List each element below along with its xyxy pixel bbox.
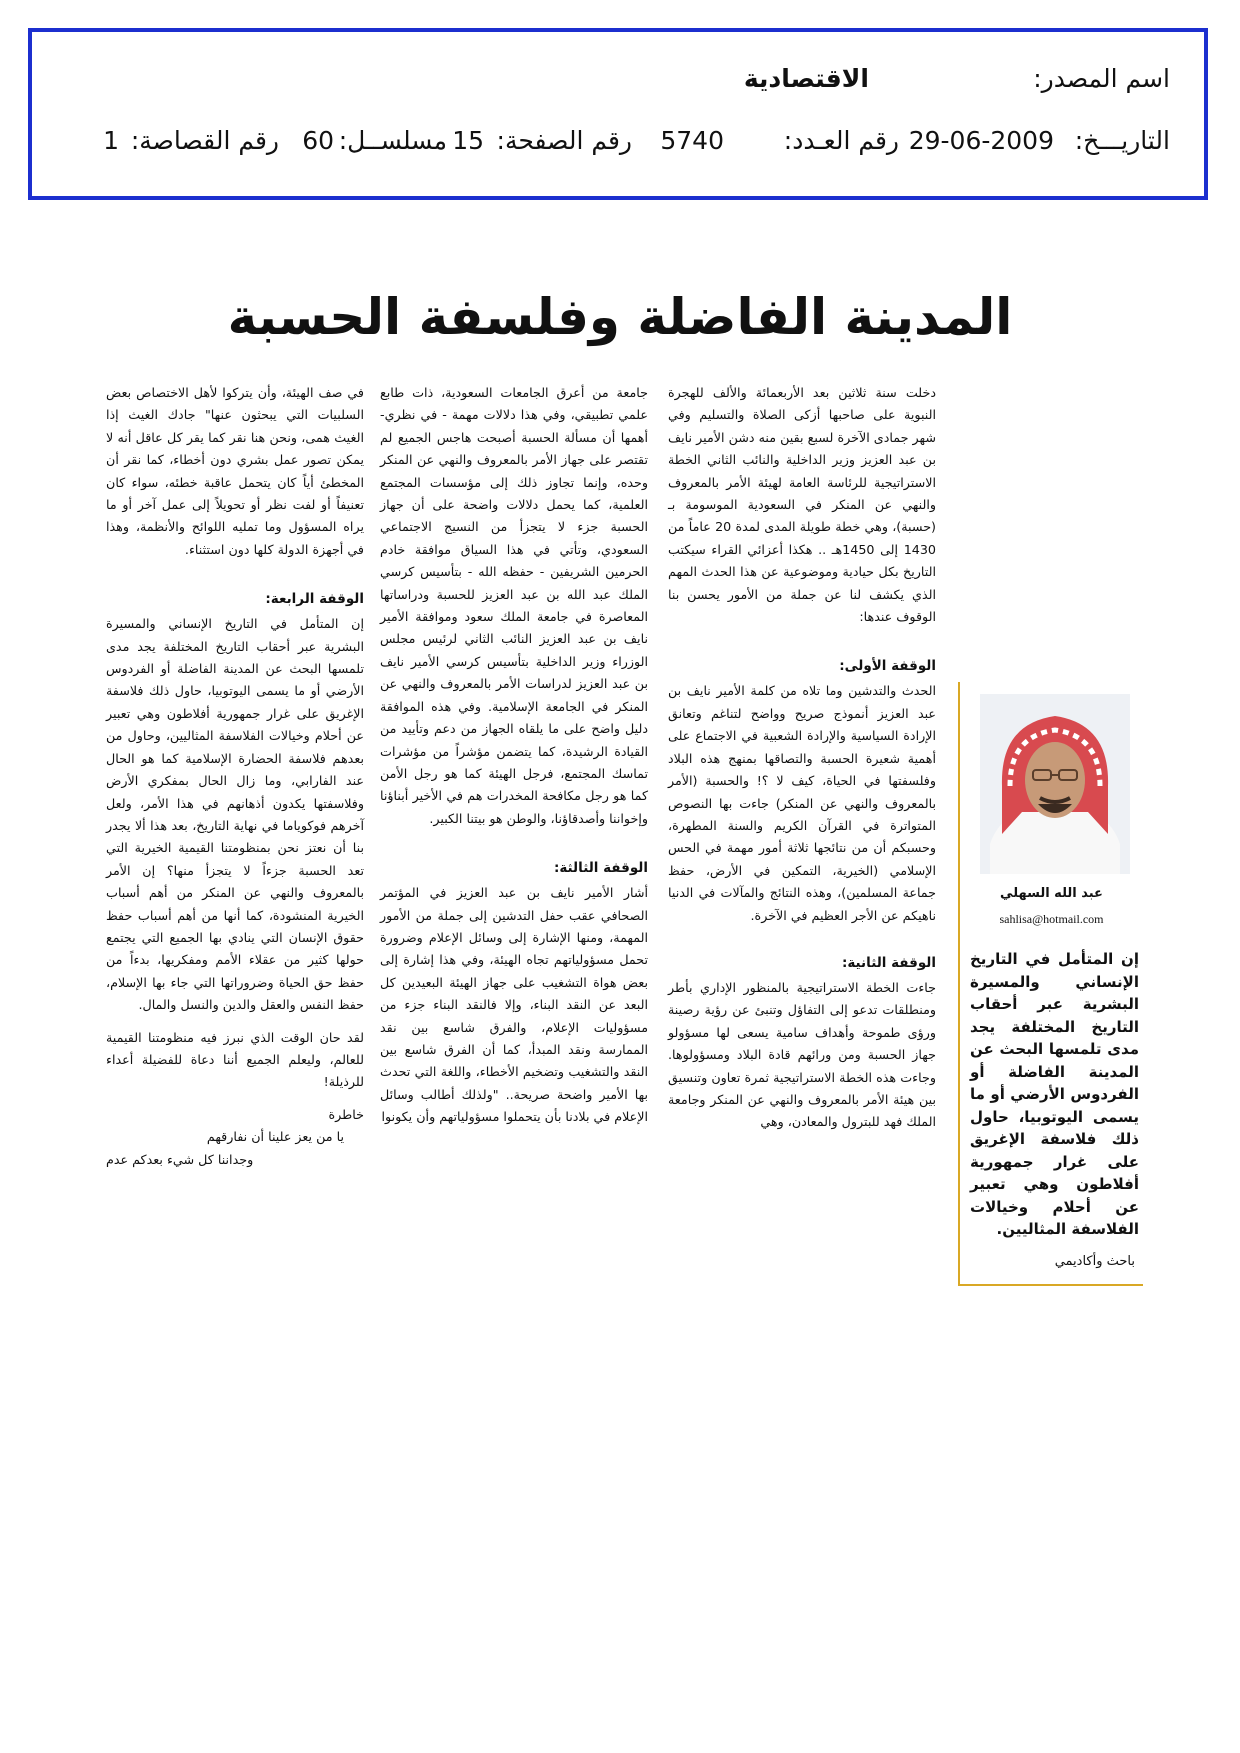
author-email: sahlisa@hotmail.com [999,912,1104,926]
paragraph: لقد حان الوقت الذي نبرز فيه منظومتنا القيمية للعالم، وليعلم الجميع أننا دعاة للفضيلة أعداء للرذيلة! [106,1029,364,1090]
clipping-metadata-box [28,28,1208,200]
section-heading: الوقفة الثانية: [841,954,936,971]
paragraph: دخلت سنة ثلاثين بعد الأربعمائة والألف للهجرة النبوية على صاحبها أزكى الصلاة والتسليم وفي شهر جمادى الآخرة لسبع بقين منه دشن الأمير نايف بن عبد العزيز وزير الداخلية والنائب الثاني الخطة الاستراتيجية للرئاسة العامة لهيئة الأمر بالمعروف والنهي عن المنكر في السعودية الموسومة بـ (حسبة)، وهي خطة طويلة المدى لمدة 20 عاماً من 1430 إلى 1450هـ .. هكذا أعزائي القراء سيكتب التاريخ بكل حيادية وموضوعية عن هذا الحدث المهم الذي يكشف لنا عن جملة من الأمور يحسن بنا الوقوف عندها: [668,385,936,625]
serial-value: 60 [302,126,334,155]
closing-label: خاطرة [328,1106,364,1122]
page-label: رقم الصفحة: [496,126,632,155]
date-label: التاريـــخ: [1074,126,1170,155]
section-heading: الوقفة الرابعة: [265,591,364,608]
date-value: 29-06-2009 [908,126,1054,155]
author-portrait-icon [980,694,1130,874]
verse-line: يا من يعز علينا أن نفارقهم [206,1129,344,1145]
paragraph: أشار الأمير نايف بن عبد العزيز في المؤتمر الصحافي عقب حفل التدشين إلى جملة من الأمور المهمة، ومنها الإشارة إلى وسائل الإعلام وضرورة تحمل مسؤولياتهم تجاه الهيئة، وفي هذا إشارة إلى بعض هواة التشغيب على جهاز الهيئة البعيدين كل البعد عن النقد البناء، وإلا فالنقد البناء جزء من مسؤوليات الإعلام، والفرق شاسع بين نقد الممارسة ونقد المبدأ، كما أن الفرق شاسع بين النقد والتشغيب وتضخيم الأخطاء، واللغة التي تحدث بها الأمير واضحة صريحة.. "ولذلك أطالب وسائل الإعلام في بلادنا بأن يتحملوا مسؤولياتهم وأن يكونوا [380,885,648,1125]
article-column-1 [668,382,936,1144]
author-pull-quote: إن المتأمل في التاريخ الإنساني والمسيرة البشرية عبر أحقاب التاريخ المختلفة يجد مدى تلمسها البحث عن المدينة الفاضلة أو الفردوس الأرضي أو ما يسمى اليوتوبيا، حاول ذلك فلاسفة الإغريق على غرار جمهورية أفلاطون وهي تعبير عن أحلام وخيالات الفلاسفة المثاليين. [970,950,1139,1238]
author-photo [980,694,1130,874]
serial-label: مسلســل: [338,126,447,155]
author-sidebar [958,682,1143,1286]
author-name: عبد الله السهلي [1000,886,1103,901]
article-column-3 [106,382,364,1171]
verse-line: وجداننا كل شيء بعدكم عدم [106,1151,254,1167]
author-title: باحث وأكاديمي [1054,1254,1135,1269]
clipping-value: 1 [103,126,119,155]
clipping-label: رقم القصاصة: [130,126,279,155]
article-title: المدينة الفاضلة وفلسفة الحسبة [227,288,1013,346]
section-heading: الوقفة الأولى: [839,658,936,675]
article-column-2 [380,382,648,1139]
page-value: 15 [452,126,484,155]
paragraph: جاءت الخطة الاستراتيجية بالمنظور الإداري بأطر ومنطلقات تدعو إلى التفاؤل وتنبئ عن رؤية رصينة ورؤى طموحة وأهداف سامية يسعى لها مسؤولو جهاز الحسبة ومن ورائهم قادة البلاد ومسؤولوها. وجاءت هذه الخطة الاستراتيجية ثمرة تعاون وتنسيق بين هيئة الأمر بالمعروف والنهي عن المنكر وجامعة الملك فهد للبترول والمعادن، وهي [668,979,936,1130]
source-value: الاقتصادية [743,64,869,93]
issue-label: رقم العـدد: [783,126,899,155]
section-heading: الوقفة الثالثة: [553,860,648,877]
paragraph: جامعة من أعرق الجامعات السعودية، ذات طابع علمي تطبيقي، وفي هذا دلالات مهمة - في نظري- أهمها أن مسألة الحسبة أصبحت هاجس الجميع لم تقتصر على جهاز الأمر بالمعروف والنهي عن المنكر وحده، وإنما تجاوز ذلك إلى مؤسسات المجتمع العلمية، كما يحمل دلالات واضحة على أن جهاز الحسبة جزء لا يتجزأ من النسيج الاجتماعي السعودي، وتأتي في هذا السياق موافقة خادم الحرمين الشريفين - حفظه الله - بتأسيس كرسي الملك عبد الله بن عبد العزيز للحسبة ودراساتها المعاصرة في جامعة الملك سعود وموافقة الأمير نايف بن عبد العزيز النائب الثاني لرئيس مجلس الوزراء وزير الداخلية بتأسيس كرسي الأمير نايف بن عبد العزيز لدراسات الأمر بالمعروف والنهي عن المنكر في الجامعة الإسلامية. وفي هذه الموافقة دليل واضح على ما يلقاه الجهاز من دعم وتأييد من القيادة الرشيدة، كما يتضمن مؤشراً من مؤشرات تماسك المجتمع، فرجل الهيئة كما هو رجل الأمن كما هو رجل مكافحة المخدرات هم في الأخير أبناؤنا وإخواننا وأصدقاؤنا، والوطن هو بيتنا الكبير. [380,385,648,826]
paragraph: في صف الهيئة، وأن يتركوا لأهل الاختصاص بعض السلبيات التي يبحثون عنها" جادك الغيث إذا الغيث همى، ونحن هنا نقر كما يقر كل عاقل أنه لا يمكن تصور عمل بشري دون أخطاء، كما نقر أن المخطئ أياً كان يتحمل عاقبة خطئه، سواء كان تعنيفاً أو لفت نظر أو تحويلاً إلى عمل آخر أو ما يراه المسؤول وما تمليه اللوائح والأنظمة، وهذا في أجهزة الدولة كلها دون استثناء. [106,385,364,557]
paragraph: الحدث والتدشين وما تلاه من كلمة الأمير نايف بن عبد العزيز أنموذج صريح وواضح لتناغم وتعانق الإرادة السياسية والإرادة الشعبية في الاجتماع على أهمية شعيرة الحسبة والتصاقها بمنهج هذه البلاد وفلسفتها في الحياة، كيف لا ؟! والحسبة (الأمر بالمعروف والنهي عن المنكر) جاءت بها النصوص المتواترة في القرآن الكريم والسنة المطهرة، وحسبكم أن من نتائجها ثلاثة أمور مهمة في الحس الإسلامي (الخيرية، التمكين في الأرض، حفظ جماعة المسلمين)، وهذه النتائج والمآلات في الدنيا ناهيكم عن الأجر العظيم في الآخرة. [668,683,936,923]
source-label: اسم المصدر: [1033,64,1170,93]
issue-value: 5740 [660,126,724,155]
paragraph: إن المتأمل في التاريخ الإنساني والمسيرة البشرية عبر أحقاب التاريخ المختلفة يجد مدى تلمسها البحث عن المدينة الفاضلة أو الفردوس الأرضي أو ما يسمى اليوتوبيا، حاول ذلك فلاسفة الإغريق على غرار جمهورية أفلاطون وهي تعبير عن أحلام وخيالات الفلاسفة المثاليين، وحاول من بعدهم فلاسفة الحضارة الإسلامية كما هو الحال عند الفارابي، وما زال الحال بمفكري الأرض وفلاسفتها يكدون أذهانهم في هذا الأمر، ولعل آخرهم فوكوياما في نهاية التاريخ، بعد هذا ألا يجدر بنا أن نعتز نحن بمنظومتنا القيمية الخيرية التي تعد الحسبة جزءاً لا يتجزأ منها؟ إن الأمر بالمعروف والنهي عن المنكر من أهم أسباب الخيرية المنشودة، كما أنها من أهم أسباب حفظ حقوق الإنسان التي ينادي بها الجميع التي يجتمع حولها كثير من عقلاء الأمم ومفكريها، بدءاً من حفظ حق الحياة وضروراتها التي جاء بها الإسلام، حفظ النفس والعقل والدين والنسل والمال. [106,616,364,1013]
